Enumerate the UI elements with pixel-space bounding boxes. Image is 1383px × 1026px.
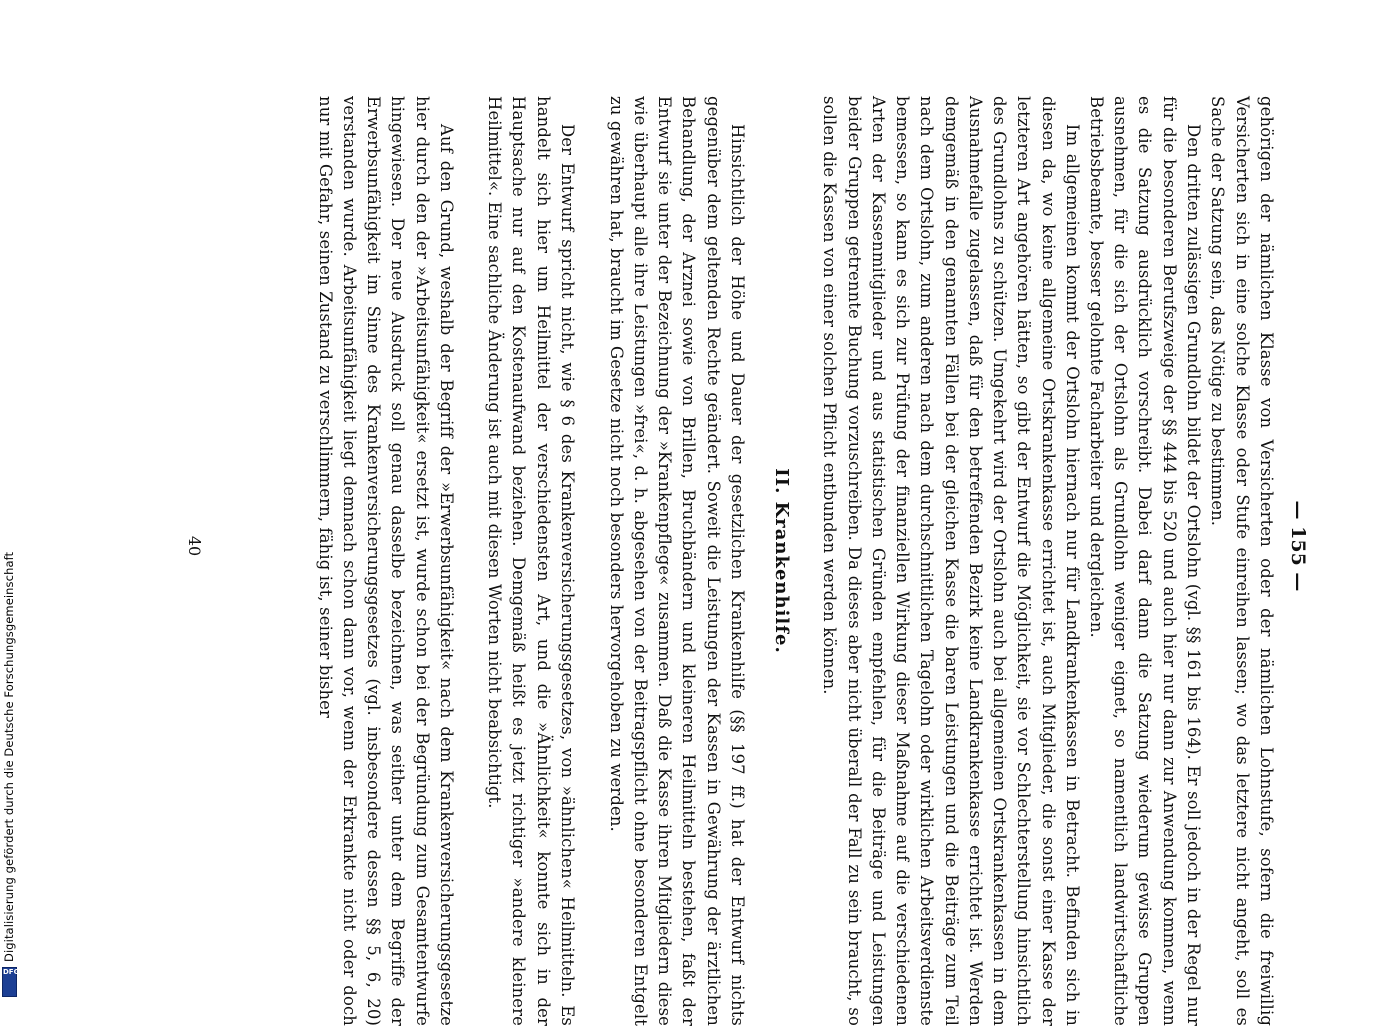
digitization-credit-text: Digitalisierung gefördert durch die Deutsche Forschungsgemeinschaft <box>2 551 16 962</box>
paragraph-heilmittel: Der Entwurf spricht nicht, wie § 6 des Krankenversicherungsgesetzes, von »ähnlichen« Heilmitteln. Es handelt sich hier um Heilmittel der verschiedensten Art, und die »Ähnlichkeit« konnte sich in der Hauptsache nur auf den Kostenaufwand beziehen. Demgemäß heißt es jetzt richtiger »andere kleinere Heilmittel«. Eine sachliche Änderung ist auch mit diesen Worten nicht beabsichtigt. <box>485 96 577 1026</box>
page-number-header: — 155 — <box>1287 500 1309 592</box>
margin-note-196 <box>1184 0 1206 46</box>
margin-note-197 <box>728 0 750 46</box>
paragraph-lohnstufe: gehörigen der nämlichen Klasse von Versicherten oder der nämlichen Lohnstufe, sofern die freiwillig Versicherten sich in eine solche Klasse oder Stufe einreihen lassen; wo das letztere nicht angeht, soll es Sache der Satzung sein, das Nötige zu bestimmen. <box>1208 96 1276 1026</box>
section-heading-krankenhilfe: II. Krankenhilfe. <box>771 468 792 654</box>
paragraph-arbeitsunfaehigkeit: Auf den Grund, weshalb der Begriff der »Erwerbsunfähigkeit« nach dem Krankenversicherungsgesetze hier durch den der »Arbeitsunfähigkeit« ersetzt ist, wurde schon bei der Begründung zum Gesamtentwurfe hingewiesen. Der neue Ausdruck soll genau dasselbe bezeichnen, was seither unter dem Begriffe der Erwerbsunfähigkeit im Sinne des Krankenversicherungsgesetzes (vgl. insbesondere dessen §§ 5, 6, 20) verstanden wurde. Arbeitsunfähigkeit liegt demnach schon dann vor, wenn der Erkrankte nicht oder doch nur mit Gefahr, seinen Zustand zu verschlimmern, fähig ist, seiner bisher <box>315 96 456 1026</box>
sidebar-credit <box>0 0 20 1000</box>
dfg-logo-icon: DFG <box>2 967 17 997</box>
paragraph-ortslohn: Den dritten zulässigen Grundlohn bildet der Ortslohn (vgl. §§ 161 bis 164). Er soll jedoch in der Regel nur für die besonderen Berufszweige der §§ 444 bis 520 und auch hier nur dann zur Anwendung kommen, wenn es die Satzung ausdrücklich vorschreibt. Dabei darf dann die Satzung wiederum gewisse Gruppen ausnehmen, für die sich der Ortslohn als Grundlohn weniger eignet, so namentlich landwirtschaftliche Betriebsbeamte, besser gelohnte Facharbeiter und dergleichen. <box>1087 96 1203 1026</box>
signature-mark: 40 <box>185 535 204 557</box>
paragraph-landkrankenkassen: Im allgemeinen kommt der Ortslohn hiernach nur für Landkrankenkassen in Betracht. Befinden sich in diesen da, wo keine allgemeine Ortskrankenkasse errichtet ist, auch Mitglieder, die sonst einer Kasse der letzteren Art angehören hätten, so gibt der Entwurf die Möglichkeit, sie vor Schlechterstellung hinsichtlich des Grundlohns zu schützen. Umgekehrt wird der Ortslohn auch bei allgemeinen Ortskrankenkassen in dem Ausnahmefalle zugelassen, daß für den betreffenden Bezirk keine Landkrankenkasse errichtet ist. Werden demgemäß in den genannten Fällen bei der gleichen Kasse die baren Leistungen und die Beiträge zum Teil nach dem Ortslohn, zum anderen nach dem durchschnittlichen Tagelohn oder wirklichen Arbeitsverdienste bemessen, so kann es sich zur Prüfung der finanziellen Wirkung dieser Maßnahme auf die verschiedenen Arten der Kassenmitglieder und aus statistischen Gründen empfehlen, für die Beiträge und Leistungen beider Gruppen getrennte Buchung vorzuschreiben. Da dieses aber nicht überall der Fall zu sein braucht, so sollen die Kassen von einer solchen Pflicht entbunden werden können. <box>820 96 1082 1026</box>
paragraph-hoehe-dauer: Hinsichtlich der Höhe und Dauer der gesetzlichen Krankenhilfe (§§ 197 ff.) hat der Entwurf nichts gegenüber dem geltenden Rechte geändert. Soweit die Leistungen der Kassen in Gewährung der ärztlichen Behandlung, der Arznei sowie von Brillen, Bruchbändern und kleineren Heilmitteln bestehen, faßt der Entwurf sie unter der Bezeichnung der »Krankenpflege« zusammen. Daß die Kasse ihren Mitgliedern diese wie überhaupt alle ihre Leistungen »frei«, d. h. abgesehen von der Beitragspflicht ohne besonderen Entgelt zu gewähren hat, braucht im Gesetze nicht noch besonders hervorgehoben zu werden. <box>606 96 747 1026</box>
scanned-page <box>0 66 1312 1026</box>
